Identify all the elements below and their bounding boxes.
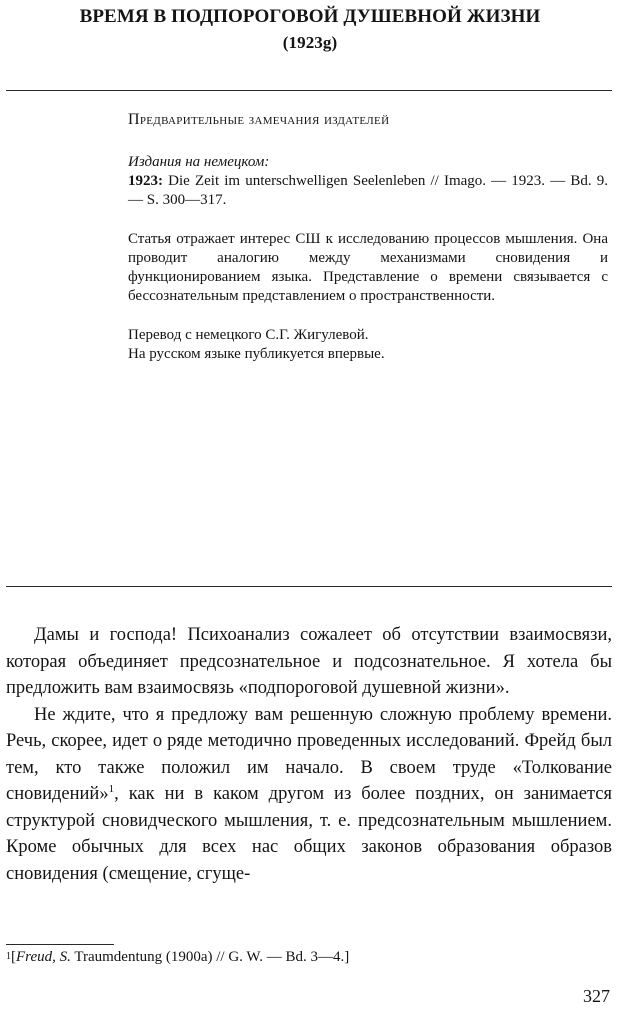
page-number: 327 bbox=[583, 986, 610, 1006]
translator-credit: Перевод с немецкого С.Г. Жигулевой. bbox=[128, 327, 369, 343]
footnote bbox=[6, 948, 606, 966]
footnote-mark: 1 bbox=[6, 951, 11, 962]
bib-text: Die Zeit im unterschwelligen Seelenleben // Imago. — 1923. — Bd. 9. — S. 300—317. bbox=[128, 173, 609, 208]
footnote-reference[interactable]: 1 bbox=[108, 782, 115, 795]
editorial-notes bbox=[128, 110, 608, 364]
footnote-divider bbox=[6, 944, 114, 945]
editions-label: Издания на немецком: bbox=[128, 154, 270, 170]
top-divider bbox=[6, 90, 612, 91]
footnote-open-bracket: [ bbox=[11, 949, 16, 965]
body-paragraph-2-part1: Не ждите, что я предложу вам решенную сложную проблему времени. Речь, скорее, идет о ряде методично проведенных исследований. Фрейд был тем, кто также положил им начало. В своем труде «Толкование сновидений» bbox=[6, 704, 612, 804]
main-text bbox=[6, 622, 612, 887]
body-paragraph-2 bbox=[6, 702, 612, 888]
first-publication-note: На русском языке публикуется впервые. bbox=[128, 346, 385, 362]
footnote-author: Freud, S. bbox=[16, 949, 71, 965]
body-paragraph-1: Дамы и господа! Психоанализ сожалеет об отсутствии взаимосвязи, которая объединяет предсознательное и подсознательное. Я хотела бы предложить вам взаимосвязь «подпороговой душевной жизни». bbox=[6, 625, 612, 698]
bib-year: 1923: bbox=[128, 173, 163, 189]
notes-summary: Статья отражает интерес СШ к исследованию процессов мышления. Она проводит аналогию между механизмами сновидения и функционированием языка. Представление о времени связывается с бессознательным представлением о пространственности. bbox=[128, 231, 608, 304]
notes-heading: Предварительные замечания издателей bbox=[128, 111, 390, 128]
bibliographic-entry bbox=[128, 172, 608, 210]
chapter-title: ВРЕМЯ В ПОДПОРОГОВОЙ ДУШЕВНОЙ ЖИЗНИ bbox=[79, 6, 541, 27]
footnote-text: Traumdentung (1900a) // G. W. — Bd. 3—4.] bbox=[70, 949, 350, 965]
chapter-year: (1923g) bbox=[282, 33, 338, 52]
section-divider bbox=[6, 586, 612, 587]
body-paragraph-2-part2: , как ни в каком другом из более поздних, он занимается структурой сновидческого мышления, т. е. предсознательным мышлением. Кроме обычных для всех нас общих законов образования образов сновидения (смещение, сгуще- bbox=[6, 784, 612, 884]
